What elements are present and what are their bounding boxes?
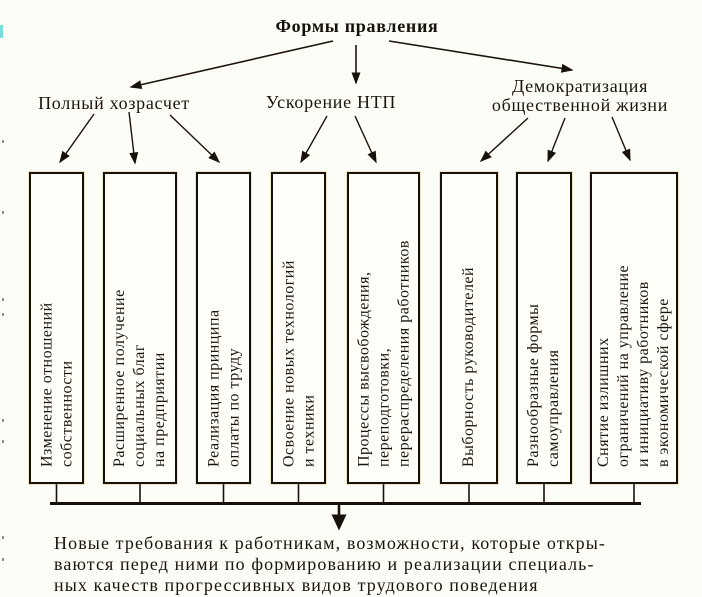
flow-box-label: Реализация принципа оплаты по труду (204, 309, 242, 467)
scan-artifact (2, 558, 4, 561)
arrow-branch2-box5 (355, 116, 376, 162)
flow-box-2 (103, 172, 177, 484)
scan-artifact (0, 25, 3, 38)
flow-box-8 (590, 172, 678, 484)
arrow-branch3-box8 (612, 117, 630, 160)
scan-artifact (2, 313, 4, 316)
branch-to-box-arrows (60, 112, 630, 163)
flow-box-label: Выборность руководителей (460, 266, 477, 467)
scan-artifact (2, 419, 4, 422)
flow-box-7 (516, 172, 572, 484)
flow-box-5 (347, 172, 420, 484)
branch-label-uskorenie-ntp: Ускорение НТП (265, 92, 397, 112)
conclusion-arrow (332, 505, 347, 531)
arrow-branch1-box2 (129, 112, 135, 163)
branch-label-polnyj-hozraschet: Полный хозрасчет (38, 93, 190, 113)
arrow-branch2-box4 (301, 116, 327, 162)
collector-bus (50, 483, 641, 504)
box-drop-lines (57, 483, 635, 503)
flow-box-label: Освоение новых технологий и техники (279, 260, 317, 467)
arrow-branch3-box6 (481, 118, 528, 161)
flow-box-label: Расширенное получение социальных благ на предприятии (111, 289, 168, 467)
arrow-branch1-box1 (60, 114, 94, 162)
arrow-branch1-box3 (170, 115, 219, 162)
arrow-title-to-branch-1 (131, 41, 333, 87)
flow-box-label: Процессы высвобождения, переподготовки, перераспределения работников (354, 240, 412, 467)
diagram-title: Формы правления (275, 16, 439, 36)
scan-artifact (2, 211, 4, 214)
flow-box-1 (29, 172, 84, 484)
scan-artifact (2, 536, 4, 539)
flow-box-label: Изменение отношений собственности (37, 302, 75, 467)
scan-artifact (2, 440, 4, 443)
arrow-branch3-box7 (548, 118, 565, 161)
conclusion-text: Новые требования к работникам, возможности, которые откры- ваются перед ними по формированию и реализации специаль- ных качеств прогрессивных видов трудового поведения (54, 533, 606, 595)
flow-box-6 (440, 172, 498, 484)
arrow-title-to-branch-3 (389, 41, 572, 70)
flow-box-3 (196, 172, 251, 484)
flow-box-label: Разнообразные формы самоуправления (525, 303, 562, 467)
scan-artifact (2, 140, 4, 143)
scan-artifact (2, 298, 4, 301)
flow-box-label: Снятие излишних ограничений на управление и инициативу работников в экономической сфере (595, 264, 672, 467)
branch-label-demokratizaciya: Демократизация общественной жизни (491, 76, 669, 115)
flow-box-4 (271, 172, 326, 484)
